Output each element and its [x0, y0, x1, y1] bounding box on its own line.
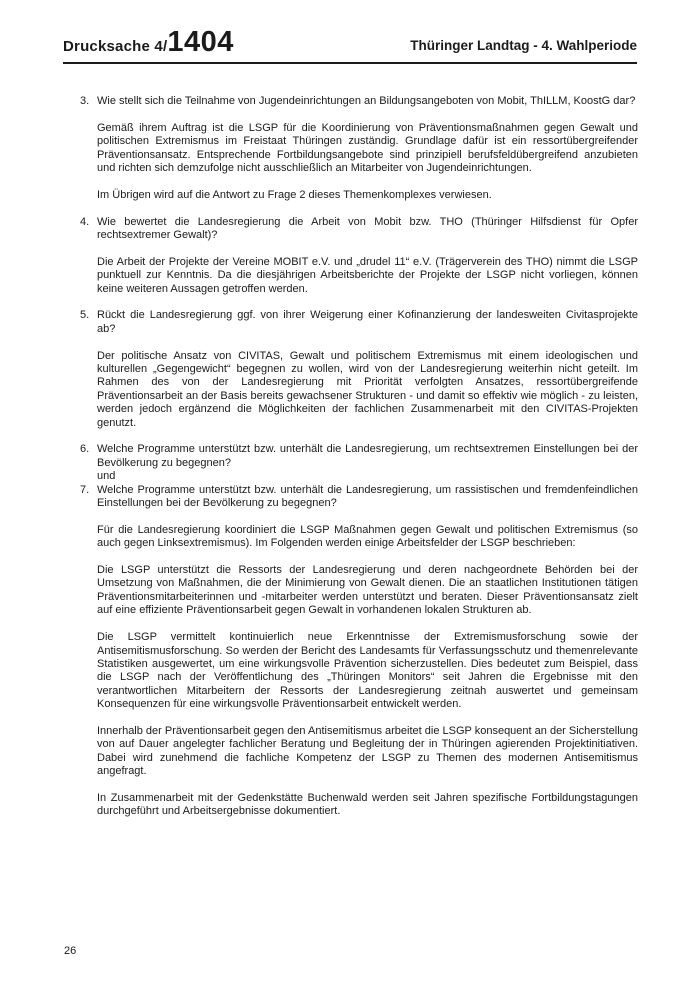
question-block [80, 443, 638, 483]
question-block [80, 95, 638, 108]
question-number: 5. [80, 309, 90, 322]
answer-paragraph [80, 189, 638, 202]
question-number: 4. [80, 215, 90, 228]
question-text: Welche Programme unterstützt bzw. unterhält die Landesregierung, um rechtsextremen Einstellungen bei der Bevölkerung zu begegnen? [97, 443, 638, 469]
answer-paragraph [80, 631, 638, 711]
page-header [63, 28, 637, 64]
question-number: 7. [80, 483, 90, 496]
connector-text: und [97, 470, 116, 483]
question-number: 6. [80, 443, 90, 456]
paragraph-text: Die LSGP unterstützt die Ressorts der Landesregierung und deren nachgeordnete Behörden bei der Umsetzung von Maßnahmen, die der Minimierung von Gewalt dienen. Die an staatlichen Institutionen tätigen Präventionsmitarbeiterinnen und -mitarbeiter werden unterstützt und beraten. Dieser Präventionsansatz zielt auf eine effiziente Präventionsarbeit gegen Gewalt in vorhandenen lokalen Strukturen ab. [97, 564, 638, 617]
question-number: 3. [80, 95, 90, 107]
answer-paragraph [80, 524, 638, 551]
document-id-label: Drucksache 4/ [63, 38, 168, 55]
document-id [63, 28, 234, 57]
answer-paragraph [80, 792, 638, 819]
paragraph-text: Der politische Ansatz von CIVITAS, Gewalt und politischem Extremismus mit einem ideologischen und kulturellen „Gegengewicht“ begegnen zu wollen, wird von der Landesregierung weiterhin nicht geteilt. Im Rahmen des von der Landesregierung mit Priorität verfolgten Ansatzes, ressortübergreifende Präventionsarbeit an der Basis bereits gewachsener Strukturen - und damit so effektiv wie möglich - zu leisten, werden jedoch ergänzend die Möglichkeiten der fachlichen Zusammenarbeit mit den CIVITAS-Projekten genutzt. [97, 349, 638, 429]
content-blocks [80, 95, 638, 832]
document-id-number: 1404 [167, 26, 234, 58]
question-text: Welche Programme unterstützt bzw. unterhält die Landesregierung, um rassistischen und fremdenfeindlichen Einstellungen bei der Bevölkerung zu begegnen? [97, 483, 638, 510]
paragraph-text: Die Arbeit der Projekte der Vereine MOBIT e.V. und „drudel 11“ e.V. (Trägerverein des THO) nimmt die LSGP punktuell zur Kenntnis. Da die diesjährigen Arbeitsberichte der Projekte der LSGP nicht vorliegen, können keine weiteren Aussagen getroffen werden. [97, 255, 638, 295]
answer-paragraph [80, 725, 638, 779]
paragraph-text: Die LSGP vermittelt kontinuierlich neue Erkenntnisse der Extremismusforschung sowie der Antisemitismusforschung. So werden der Bericht des Landesamts für Verfassungsschutz und themenrelevante Statistiken ausgewertet, um eine wirkungsvolle Prävention sicherzustellen. Dies bedeutet zum Beispiel, dass die LSGP nach der Veröffentlichung des „Thüringen Monitors“ seit Jahren die Ergebnisse mit den verantwortlichen Mitarbeitern der Ressorts der Landesregierung zeitnah auswertet und gemeinsam Konsequenzen für eine wirkungsvolle Präventionsarbeit entwickelt werden. [97, 631, 638, 711]
paragraph-text: In Zusammenarbeit mit der Gedenkstätte Buchenwald werden seit Jahren spezifische Fortbildungstagungen durchgeführt und Arbeitsergebnisse dokumentiert. [97, 791, 638, 818]
question-text: Wie stellt sich die Teilnahme von Jugendeinrichtungen an Bildungsangeboten von Mobit, ThILLM, KoostG dar? [97, 95, 636, 107]
paragraph-text: Für die Landesregierung koordiniert die LSGP Maßnahmen gegen Gewalt und politischen Extremismus (so auch gegen Linksextremismus). Im Folgenden werden einige Arbeitsfelder der LSGP beschrieben: [97, 523, 638, 550]
answer-paragraph [80, 350, 638, 430]
question-block [80, 309, 638, 336]
question-text: Rückt die Landesregierung ggf. von ihrer Weigerung einer Kofinanzierung der landesweiten Civitasprojekte ab? [97, 309, 638, 335]
answer-paragraph [80, 564, 638, 618]
answer-paragraph [80, 256, 638, 296]
paragraph-text: Gemäß ihrem Auftrag ist die LSGP für die Koordinierung von Präventionsmaßnahmen gegen Gewalt und politischen Extremismus im Freistaat Thüringen zuständig. Grundlage dafür ist ein ressortübergreifender Präventionsansatz. Entsprechende Fortbildungsangebote sind prinzipiell berufsfeldübergreifend anzubieten und richten sich demzufolge nicht ausschließlich an Mitarbeiter von Jugendeinrichtungen. [97, 121, 638, 175]
question-text: Wie bewertet die Landesregierung die Arbeit von Mobit bzw. THO (Thüringer Hilfsdienst für Opfer rechtsextremer Gewalt)? [97, 215, 638, 242]
parliament-title: Thüringer Landtag - 4. Wahlperiode [410, 38, 637, 53]
paragraph-text: Im Übrigen wird auf die Antwort zu Frage 2 dieses Themenkomplexes verwiesen. [97, 188, 492, 201]
paragraph-text: Innerhalb der Präventionsarbeit gegen den Antisemitismus arbeitet die LSGP konsequent an der Sicherstellung von auf Dauer angelegter fachlicher Beratung und Begleitung der in Thüringen agierenden Projektinitiativen. Dabei wird zunehmend die fachliche Kompetenz der LSGP zu Themen des modernen Antisemitismus angefragt. [97, 724, 638, 778]
question-block [80, 484, 638, 511]
page-number: 26 [64, 945, 77, 957]
answer-paragraph [80, 122, 638, 176]
question-block [80, 216, 638, 243]
